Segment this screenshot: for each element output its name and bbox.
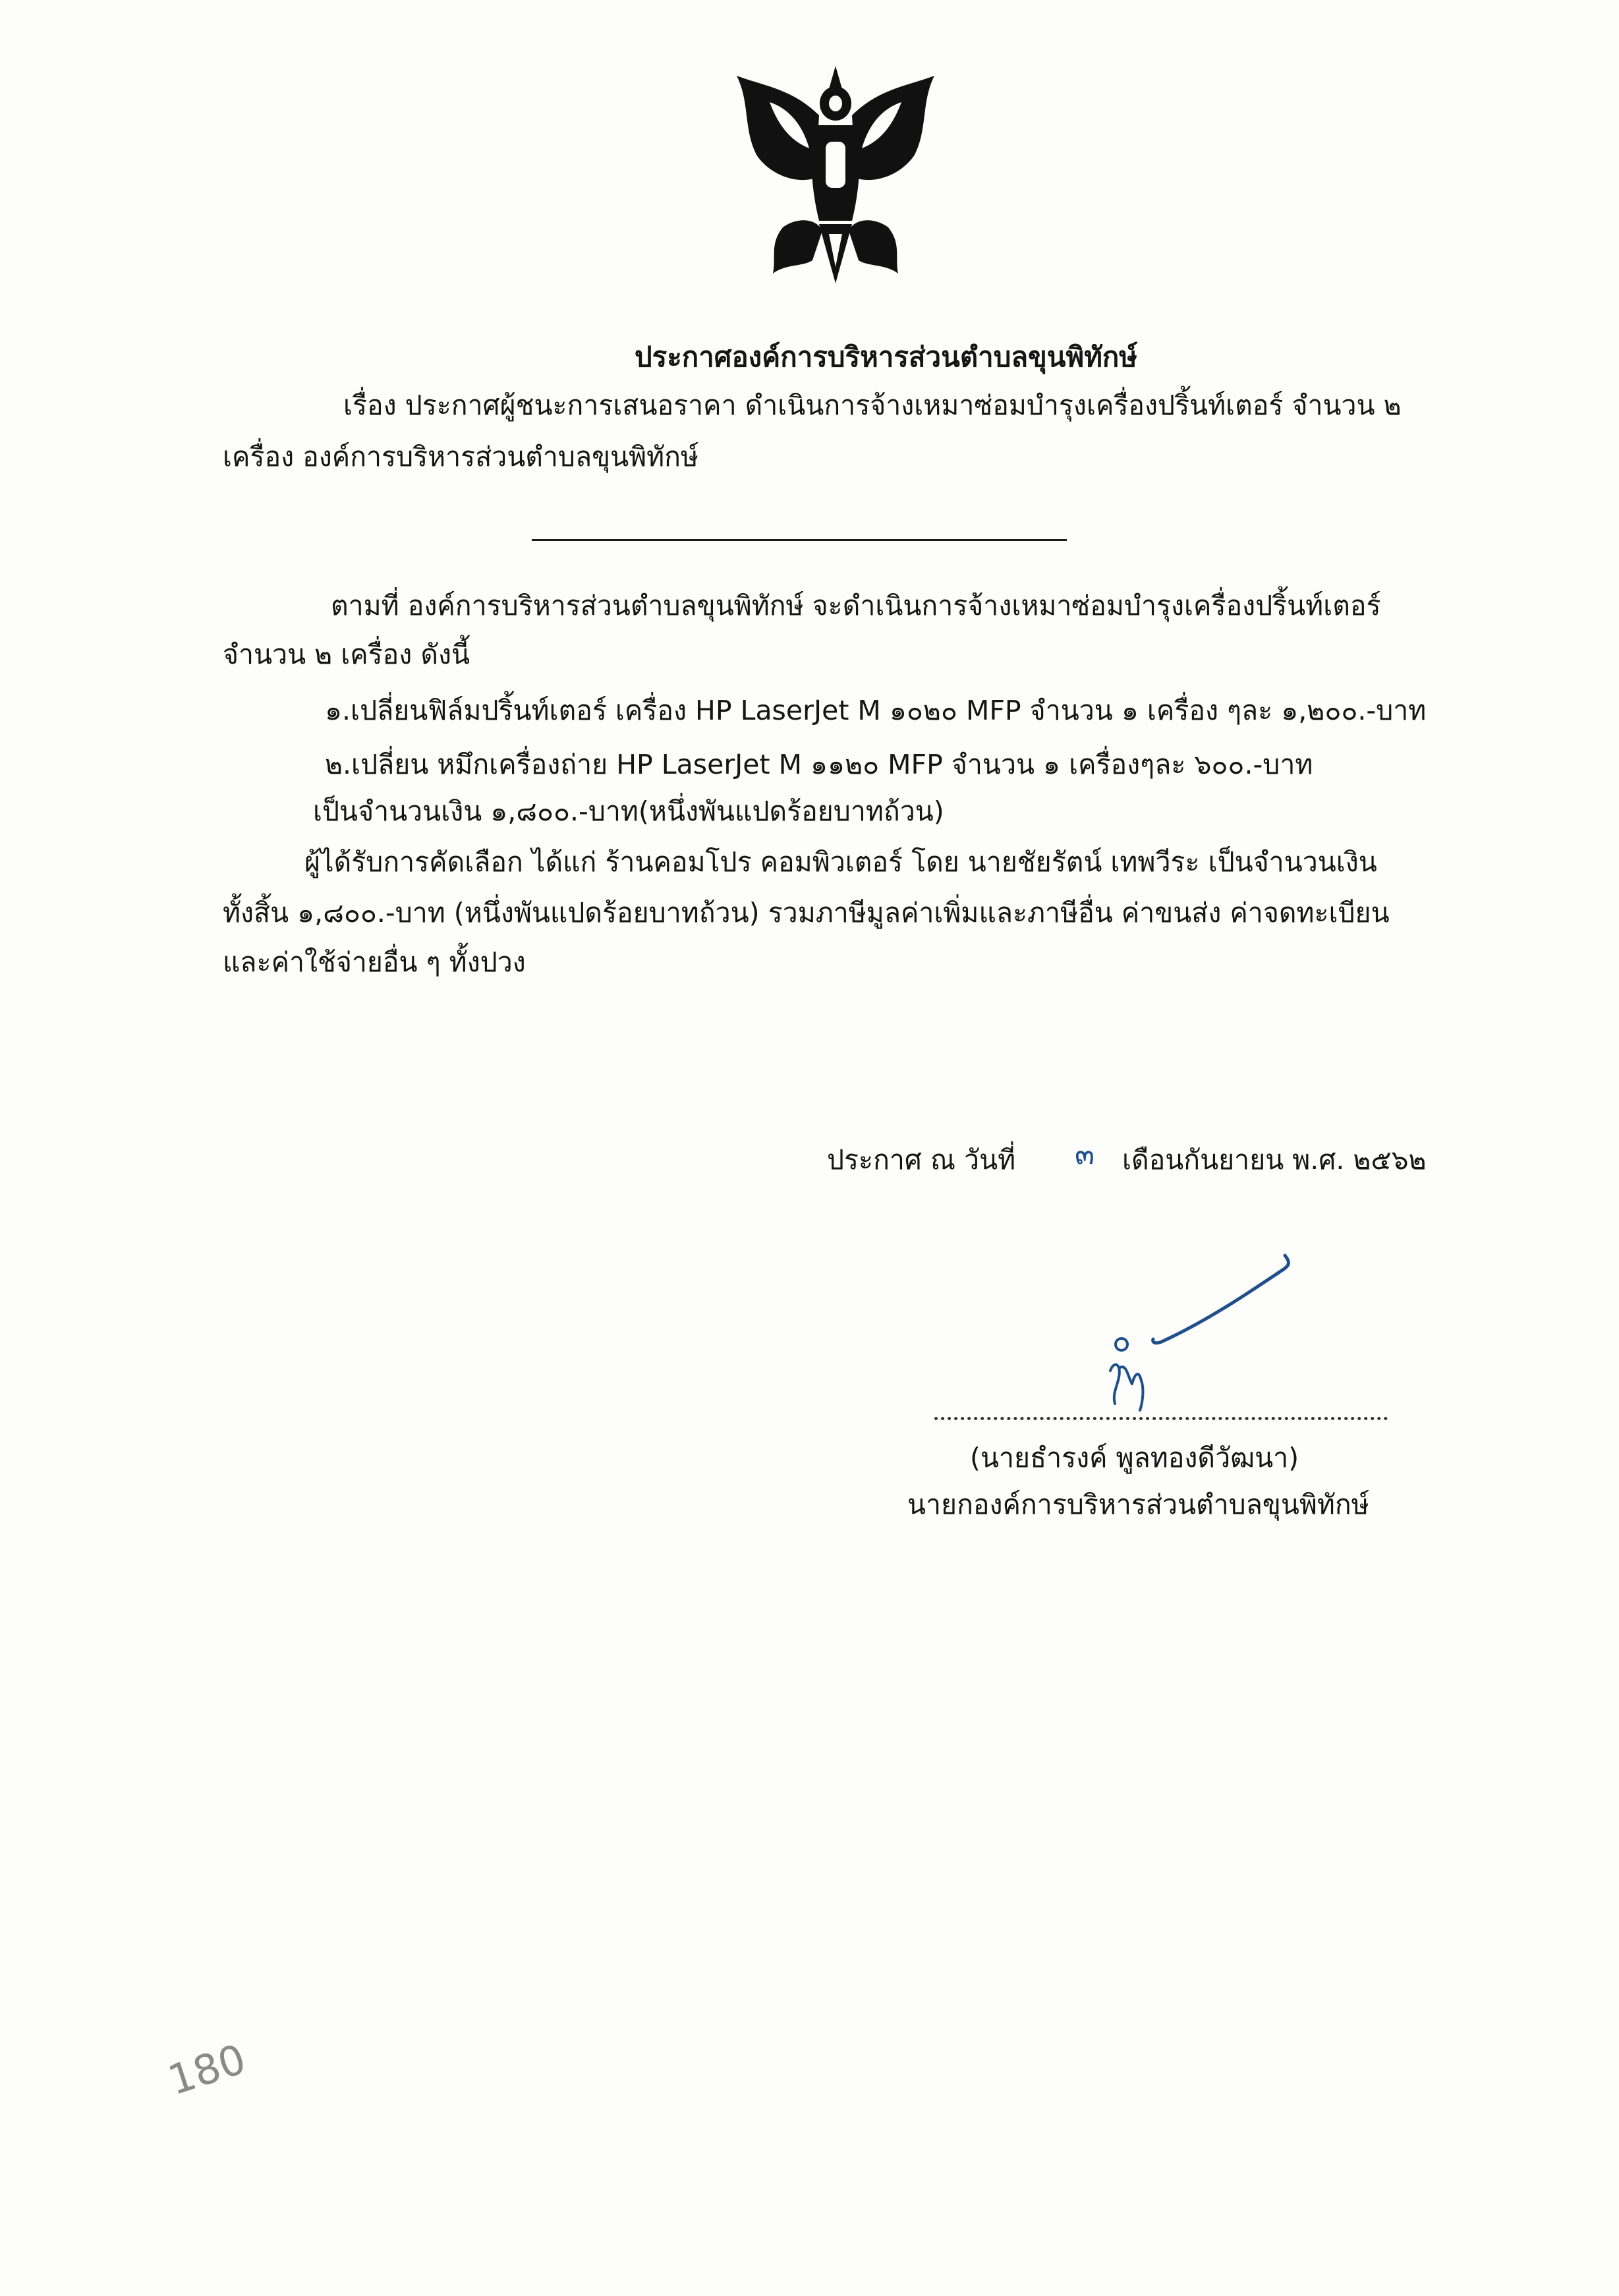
body-para2-line1: ผู้ได้รับการคัดเลือก ได้แก่ ร้านคอมโปร คอมพิวเตอร์ โดย นายชัยรัตน์ เทพวีระ เป็นจำนวนเงิน bbox=[304, 846, 1377, 878]
garuda-emblem-icon bbox=[730, 63, 941, 290]
subject-line-2: เครื่อง องค์การบริหารส่วนตำบลขุนพิทักษ์ bbox=[223, 441, 699, 473]
total-amount: เป็นจำนวนเงิน ๑,๘๐๐.-บาท(หนึ่งพันแปดร้อยบาทถ้วน) bbox=[313, 795, 944, 827]
list-item: ๑.เปลี่ยนฟิล์มปริ้นท์เตอร์ เครื่อง HP LaserJet M ๑๐๒๐ MFP จำนวน ๑ เครื่อง ๆละ ๑,๒๐๐.-บาท bbox=[325, 695, 1427, 726]
subject-line-1: เรื่อง ประกาศผู้ชนะการเสนอราคา ดำเนินการจ้างเหมาซ่อมบำรุงเครื่องปริ้นท์เตอร์ จำนวน ๒ bbox=[343, 389, 1402, 421]
signature-icon bbox=[1081, 1246, 1298, 1423]
signer-name: (นายธำรงค์ พูลทองดีวัฒนา) bbox=[970, 1442, 1299, 1474]
margin-note bbox=[161, 2030, 260, 2109]
handwritten-day: ๓ bbox=[1075, 1137, 1095, 1171]
body-para1-line1: ตามที่ องค์การบริหารส่วนตำบลขุนพิทักษ์ จะดำเนินการจ้างเหมาซ่อมบำรุงเครื่องปริ้นท์เตอร์ bbox=[331, 590, 1381, 621]
list-item: ๒.เปลี่ยน หมึกเครื่องถ่าย HP LaserJet M ๑๑๒๐ MFP จำนวน ๑ เครื่องๆละ ๖๐๐.-บาท bbox=[325, 749, 1313, 780]
margin-note-text: 180 bbox=[162, 2034, 252, 2105]
body-para2-line3: และค่าใช้จ่ายอื่น ๆ ทั้งปวง bbox=[223, 946, 526, 978]
announce-prefix: ประกาศ ณ วันที่ bbox=[827, 1144, 1016, 1176]
announce-suffix: เดือนกันยายน พ.ศ. ๒๕๖๒ bbox=[1122, 1144, 1427, 1176]
body-para2-line2: ทั้งสิ้น ๑,๘๐๐.-บาท (หนึ่งพันแปดร้อยบาทถ้วน) รวมภาษีมูลค่าเพิ่มและภาษีอื่น ค่าขนส่ง ค่าจดทะเบียน bbox=[223, 897, 1390, 929]
signature-line bbox=[934, 1417, 1388, 1420]
heading-divider bbox=[532, 539, 1067, 541]
document-heading: ประกาศองค์การบริหารส่วนตำบลขุนพิทักษ์ bbox=[635, 341, 1137, 373]
body-para1-line2: จำนวน ๒ เครื่อง ดังนี้ bbox=[223, 639, 470, 670]
signer-position: นายกองค์การบริหารส่วนตำบลขุนพิทักษ์ bbox=[907, 1489, 1369, 1520]
